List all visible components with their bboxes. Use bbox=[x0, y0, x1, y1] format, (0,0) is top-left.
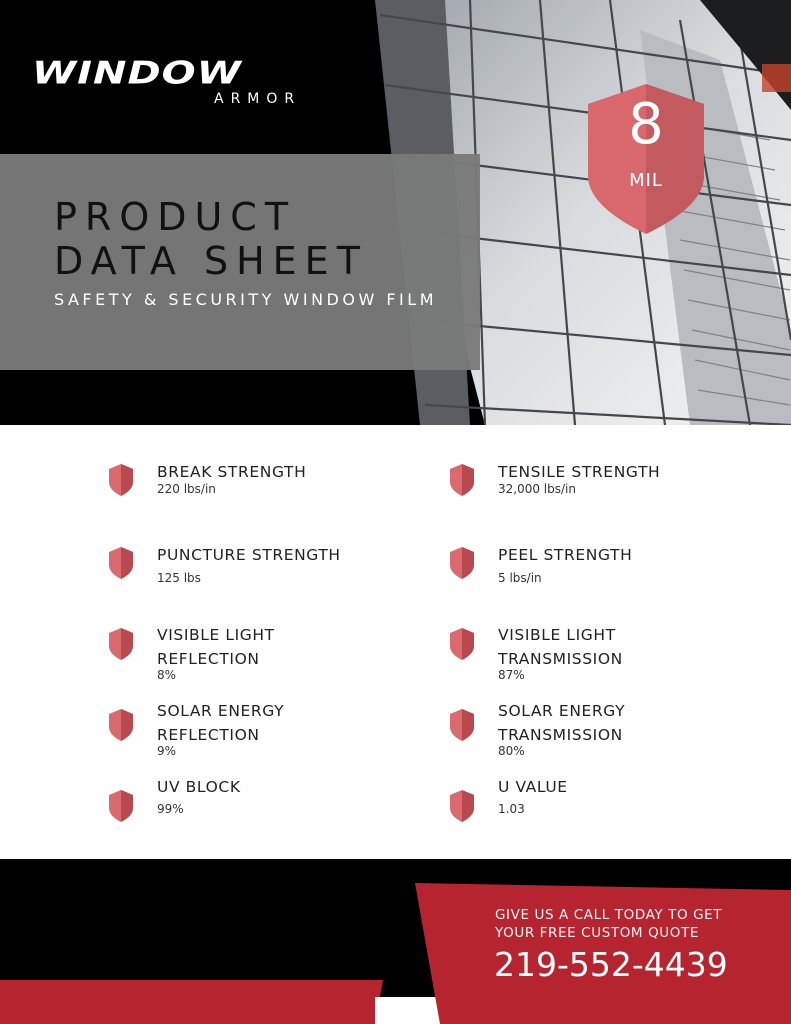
shield-icon bbox=[108, 628, 134, 660]
footer bbox=[0, 859, 791, 1024]
spec-value: 32,000 lbs/in bbox=[498, 482, 576, 496]
spec-value: 5 lbs/in bbox=[498, 571, 542, 585]
spec-value: 9% bbox=[157, 744, 177, 758]
spec-label: BREAK STRENGTH bbox=[157, 463, 307, 481]
spec-value: 87% bbox=[498, 668, 525, 682]
spec-value: 1.03 bbox=[498, 802, 525, 816]
spec-label: TENSILE STRENGTH bbox=[498, 463, 661, 481]
cta-line-2: YOUR FREE CUSTOM QUOTE bbox=[495, 925, 699, 941]
spec-label: SOLAR ENERGY REFLECTION bbox=[157, 702, 285, 744]
logo-subtext: ARMOR bbox=[214, 91, 302, 107]
spec-value: 220 lbs/in bbox=[157, 482, 216, 496]
shield-icon bbox=[108, 790, 134, 822]
shield-icon bbox=[108, 709, 134, 741]
spec-label: UV BLOCK bbox=[157, 778, 241, 796]
spec-value: 99% bbox=[157, 802, 184, 816]
shield-icon bbox=[449, 709, 475, 741]
phone-number[interactable]: 219-552-4439 bbox=[494, 945, 728, 984]
cta-text bbox=[495, 906, 722, 942]
thickness-badge bbox=[586, 84, 706, 234]
spec-value: 8% bbox=[157, 668, 177, 682]
specs-grid bbox=[0, 425, 791, 855]
shield-icon bbox=[449, 790, 475, 822]
spec-label: U VALUE bbox=[498, 778, 568, 796]
spec-value: 125 lbs bbox=[157, 571, 201, 585]
page-subtitle: SAFETY & SECURITY WINDOW FILM bbox=[54, 290, 437, 309]
cta-line-1: GIVE US A CALL TODAY TO GET bbox=[495, 907, 723, 923]
shield-icon bbox=[449, 547, 475, 579]
header bbox=[0, 0, 791, 425]
page-title bbox=[54, 195, 368, 283]
spec-label: VISIBLE LIGHT REFLECTION bbox=[157, 626, 275, 668]
shield-icon bbox=[449, 628, 475, 660]
badge-unit: MIL bbox=[629, 170, 663, 191]
logo bbox=[32, 55, 362, 107]
shield-icon bbox=[108, 547, 134, 579]
spec-value: 80% bbox=[498, 744, 525, 758]
title-line-2: DATA SHEET bbox=[54, 239, 368, 283]
shield-icon bbox=[449, 464, 475, 496]
title-line-1: PRODUCT bbox=[54, 195, 297, 239]
shield-icon bbox=[108, 464, 134, 496]
badge-number: 8 bbox=[628, 92, 664, 157]
spec-label: SOLAR ENERGY TRANSMISSION bbox=[498, 702, 626, 744]
logo-wordmark: WINDOW bbox=[32, 55, 242, 92]
spec-label: PEEL STRENGTH bbox=[498, 546, 633, 564]
spec-label: PUNCTURE STRENGTH bbox=[157, 546, 341, 564]
spec-label: VISIBLE LIGHT TRANSMISSION bbox=[498, 626, 623, 668]
